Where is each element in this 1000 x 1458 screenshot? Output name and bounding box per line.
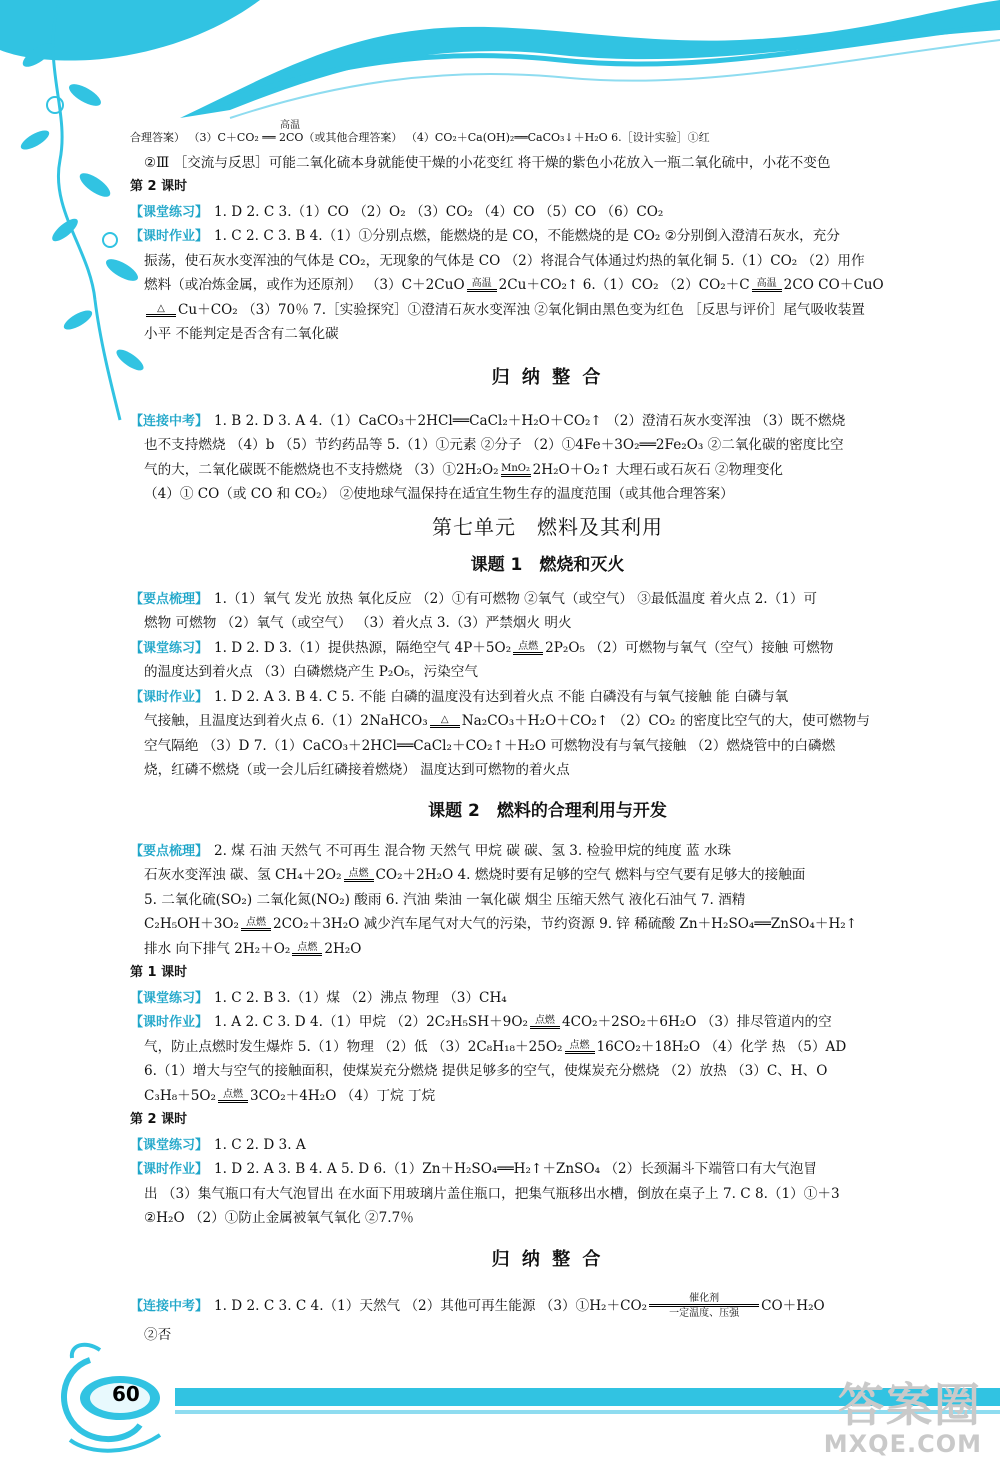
section-heading: 归 纳 整 合 — [491, 366, 604, 388]
reaction-condition: 高温 — [280, 120, 300, 131]
reaction-arrow: 点燃 — [292, 943, 322, 956]
reaction-arrow: 点燃 — [241, 918, 271, 931]
lesson-heading: 第 2 课时 — [130, 1112, 188, 1127]
text-line: 1. B 2. D 3. A 4.（1）CaCO₃＋2HCl══CaCl₂＋H₂O＋CO₂↑ （2）澄清石灰水变浑浊 （3）既不燃烧 — [214, 412, 846, 429]
section-heading: 归 纳 整 合 — [491, 1248, 604, 1270]
text-line: 1. D 2. A 3. B 4. C 5. 不能 白磷的温度没有达到着火点 不能 白磷没有与氧气接触 能 白磷与氧 — [214, 688, 789, 705]
reaction-arrow: 高温 — [752, 279, 782, 292]
text-line: 1. C 2. B 3.（1）煤 （2）沸点 物理 （3）CH₄ — [214, 989, 507, 1006]
text-line: 1. C 2. D 3. A — [214, 1136, 306, 1153]
text-line: 1. D 2. A 3. B 4. A 5. D 6.（1）Zn＋H₂SO₄══H₂↑＋ZnSO₄ （2）长颈漏斗下端管口有大气泡冒 — [214, 1161, 817, 1177]
section-tag: 【课时作业】 — [130, 1162, 209, 1177]
watermark-logo-text: 答案圈 — [838, 1378, 982, 1432]
reaction-arrow: MnO₂ — [501, 464, 531, 477]
reaction-arrow: 点燃 — [344, 869, 374, 882]
section-tag: 【课堂练习】 — [130, 204, 209, 220]
unit-heading: 第七单元 燃料及其利用 — [432, 514, 663, 539]
text-line: （4）① CO（或 CO 和 CO₂） ②使地球气温保持在适宜生物生存的温度范围（或其他合理答案） — [144, 486, 734, 502]
lesson-heading: 第 2 课时 — [130, 179, 188, 194]
page-number: 60 — [112, 1382, 140, 1406]
text-line: 燃料（或冶炼金属，或作为还原剂） （3）C＋2CuO 高温 2Cu＋CO₂↑ 6.（1）CO₂ （2）CO₂＋C 高温 2CO CO＋CuO — [144, 277, 884, 293]
text-line: 5. 二氧化硫(SO₂) 二氧化氮(NO₂) 酸雨 6. 汽油 柴油 一氧化碳 烟尘 压缩天然气 液化石油气 7. 酒精 — [144, 891, 746, 908]
text-line: 振荡，使石灰水变浑浊的气体是 CO₂，无现象的气体是 CO （2）将混合气体通过灼热的氧化铜 5.（1）CO₂ （2）用作 — [144, 252, 865, 269]
text-line: 空气隔绝 （3）D 7.（1）CaCO₃＋2HCl══CaCl₂＋CO₂↑＋H₂O 可燃物没有与氧气接触 （2）燃烧管中的白磷燃 — [144, 737, 836, 754]
text-line: 气接触，且温度达到着火点 6.（1）2NaHCO₃ △ Na₂CO₃＋H₂O＋CO₂↑ （2）CO₂ 的密度比空气的大，使可燃物与 — [144, 713, 870, 729]
reaction-arrow: △ — [146, 304, 176, 317]
text-line: 1. D 2. C 3.（1）CO （2）O₂ （3）CO₂ （4）CO （5）CO （6）CO₂ — [214, 203, 664, 220]
text-line: 小平 不能判定是否含有二氧化碳 — [144, 326, 339, 342]
section-tag: 【课时作业】 — [130, 689, 209, 705]
section-tag: 【要点梳理】 — [130, 591, 209, 607]
text-line: 2. 煤 石油 天然气 不可再生 混合物 天然气 甲烷 碳 碳、氢 3. 检验甲烷的纯度 蓝 水珠 — [214, 842, 732, 859]
section-tag: 【要点梳理】 — [130, 843, 209, 859]
text-line: 气，防止点燃时发生爆炸 5.（1）物理 （2）低 （3）2C₈H₁₈＋25O₂ 点燃 16CO₂＋18H₂O （4）化学 热 （5）AD — [144, 1038, 847, 1055]
reaction-arrow: △ — [430, 715, 460, 728]
text-line: 烧，红磷不燃烧（或一会儿后红磷接着燃烧） 温度达到可燃物的着火点 — [144, 762, 570, 778]
text-line: 1.（1）氧气 发光 放热 氧化反应 （2）①有可燃物 ②氧气（或空气） ③最低温度 着火点 2.（1）可 — [214, 590, 818, 607]
section-tag: 【课时作业】 — [130, 229, 209, 244]
text-line: C₃H₈＋5O₂ 点燃 3CO₂＋4H₂O （4）丁烷 丁烷 — [144, 1087, 436, 1104]
text-line: 的温度达到着火点 （3）白磷燃烧产生 P₂O₅，污染空气 — [144, 664, 478, 680]
text-line: ②H₂O （2）①防止金属被氧气氧化 ②7.7％ — [144, 1210, 414, 1226]
text-line: △ Cu＋CO₂ （3）70％ 7.［实验探究］①澄清石灰水变浑浊 ②氧化铜由黑色变为红色 ［反思与评价］尾气吸收装置 — [130, 298, 965, 323]
reaction-arrow: 催化剂 一定温度、压强 — [649, 1294, 759, 1319]
section-tag: 【课时作业】 — [130, 1015, 209, 1030]
text-line: 6.（1）增大与空气的接触面积，使煤炭充分燃烧 提供足够多的空气，使煤炭充分燃烧 （2）放热 （3）C、H、O — [144, 1063, 828, 1079]
topic-heading: 课题 2 燃料的合理利用与开发 — [428, 800, 667, 821]
text-line: 排水 向下排气 2H₂＋O₂ 点燃 2H₂O — [144, 940, 362, 957]
section-tag: 【课堂练习】 — [130, 1137, 209, 1153]
text-line: ②否 — [144, 1326, 172, 1343]
text-line: C₂H₅OH＋3O₂ 点燃 2CO₂＋3H₂O 减少汽车尾气对大气的污染，节约资源 9. 锌 稀硫酸 Zn＋H₂SO₄══ZnSO₄＋H₂↑ — [144, 916, 858, 932]
reaction-arrow: 点燃 — [530, 1016, 560, 1029]
text-line: 也不支持燃烧 （4）b （5）节约药品等 5.（1）①元素 ②分子 （2）①4Fe＋3O₂══2Fe₂O₃ ②二氧化碳的密度比空 — [144, 437, 844, 453]
text-line: 燃物 可燃物 （2）氧气（或空气） （3）着火点 3.（3）严禁烟火 明火 — [144, 615, 572, 631]
text-line: 合理答案） （3）C＋CO₂ ══ 2CO（或其他合理答案） （4）CO₂＋Ca(OH)₂══CaCO₃↓＋H₂O 6.［设计实验］①红 高温 — [130, 126, 965, 151]
text-line: 出 （3）集气瓶口有大气泡冒出 在水面下用玻璃片盖住瓶口，把集气瓶移出水槽，倒放在桌子上 7. C 8.（1）①＋3 — [144, 1185, 840, 1202]
reaction-arrow: 点燃 — [218, 1090, 248, 1103]
text-line: 石灰水变浑浊 碳、氢 CH₄＋2O₂ 点燃 CO₂＋2H₂O 4. 燃烧时要有足够的空气 燃料与空气要有足够大的接触面 — [144, 867, 806, 883]
lesson-heading: 第 1 课时 — [130, 965, 188, 980]
watermark-url: MXQE.COM — [823, 1430, 982, 1458]
answer-content: 合理答案） （3）C＋CO₂ ══ 2CO（或其他合理答案） （4）CO₂＋Ca(OH)₂══CaCO₃↓＋H₂O 6.［设计实验］①红 高温 ②Ⅲ ［交流与反思］可能二氧化硫本身就能使干燥的小花变红 将干燥的紫色小花放入一瓶二氧化硫中，小花不变色 第 2 课时 【课堂练习】 1. D 2. C 3.（1）CO （2）O₂ （3）CO₂ （4）CO （5）CO （6）CO₂ 【课时作业】 1. C 2. C 3. B 4.（1）①分别点燃，能燃烧的是 CO，不能燃烧的是 CO₂ ②分别倒入澄清石灰水，充分 振荡，使石灰水变浑浊的气体是 CO₂，无现象的气体是 CO （2）将混合气体通过灼热的氧化铜 5.（1）CO₂ （2）用作 燃料（或冶炼金属，或作为还原剂） （3）C＋2CuO 高温 2Cu＋CO₂↑ 6.（1）CO₂ （2）CO₂＋C 高温 2CO CO＋CuO △ Cu＋CO₂ （3）70％ 7.［实验探究］①澄清石灰水变浑浊 ②氧化铜由黑色变为红色 ［反思与评价］尾气吸收装置 小平 不能判定是否含有二氧化碳 归 纳 整 合 【连接中考】 1. B 2. D 3. A 4.（1）CaCO₃＋2HCl══CaCl₂＋H₂O＋CO₂↑ （2）澄清石灰水变浑浊 （3）既不燃烧 也不支持燃烧 （4）b （5）节约药品等 5.（1）①元素 ②分子 （2）①4Fe＋3O₂══2Fe₂O₃ ②二氧化碳的密度比空 气的大，二氧化碳既不能燃烧也不支持燃烧 （3）①2H₂O₂ MnO₂ 2H₂O＋O₂↑ 大理石或石灰石 ②物理变化 （4）① CO（或 CO 和 CO₂） ②使地球气温保持在适宜生物生存的温度范围（或其他合理答案） 第七单元 燃料及其利用 课题 1 燃烧和灭火 【要点梳理】 1.（1）氧气 发光 放热 氧化反应 （2）①有可燃物 ②氧气（或空气） ③最低温度 着火点 2.（1）可 燃物 可燃物 （2）氧气（或空气） （3）着火点 3.（3）严禁烟火 明火 【课堂练习】 1. D 2. D 3.（1）提供热源，隔绝空气 4P＋5O₂ 点燃 2P₂O₅ （2）可燃物与氧气（空气）接触 可燃物 的温度达到着火点 （3）白磷燃烧产生 P₂O₅，污染空气 【课时作业】 1. D 2. A 3. B 4. C 5. 不能 白磷的温度没有达到着火点 不能 白磷没有与氧气接触 能 白磷与氧 气接触，且温度达到着火点 6.（1）2NaHCO₃ △ Na₂CO₃＋H₂O＋CO₂↑ （2）CO₂ 的密度比空气的大，使可燃物与 空气隔绝 （3）D 7.（1）CaCO₃＋2HCl══CaCl₂＋CO₂↑＋H₂O 可燃物没有与氧气接触 （2）燃烧管中的白磷燃 烧，红磷不燃烧（或一会儿后红磷接着燃烧） 温度达到可燃物的着火点 课题 2 燃料的合理利用与开发 【要点梳理】 2. 煤 石油 天然气 不可再生 混合物 天然气 甲烷 碳 碳、氢 3. 检验甲烷的纯度 蓝 水珠 石灰水变浑浊 碳、氢 CH₄＋2O₂ 点燃 CO₂＋2H₂O 4. 燃烧时要有足够的空气 燃料与空气要有足够大的接触面 5. 二氧化硫(SO₂) 二氧化氮(NO₂) 酸雨 6. 汽油 柴油 一氧化碳 烟尘 压缩天然气 液化石油气 7. 酒精 C₂H₅OH＋3O₂ 点燃 2CO₂＋3H₂O 减少汽车尾气对大气的污染，节约资源 9. 锌 稀硫酸 Zn＋H₂SO₄══ZnSO₄＋H₂↑ 排水 向下排气 2H₂＋O₂ 点燃 2H₂O 第 1 课时 【课堂练习】 1. C 2. B 3.（1）煤 （2）沸点 物理 （3）CH₄ 【课时作业】 1. A 2. C 3. D 4.（1）甲烷 （2）2C₂H₅SH＋9O₂ 点燃 4CO₂＋2SO₂＋6H₂O （3）排尽管道内的空 气，防止点燃时发生爆炸 5.（1）物理 （2）低 （3）2C₈H₁₈＋25O₂ 点燃 16CO₂＋18H₂O （4）化学 热 （5）AD 6.（1）增大与空气的接触面积，使煤炭充分燃烧 提供足够多的空气，使煤炭充分燃烧 （2）放热 （3）C、H、O C₃H₈＋5O₂ 点燃 3CO₂＋4H₂O （4）丁烷 丁烷 第 2 课时 【课堂练习】 1. C 2. D 3. A 【课时作业】 1. D 2. A 3. B 4. A 5. D 6.（1）Zn＋H₂SO₄══H₂↑＋ZnSO₄ （2）长颈漏斗下端管口有大气泡冒 出 （3）集气瓶口有大气泡冒出 在水面下用玻璃片盖住瓶口，把集气瓶移出水槽，倒放在桌子上 7. C 8.（1）①＋3 ②H₂O （2）①防止金属被氧气氧化 ②7.7％ 归 纳 整 合 【连接中考】 1. D 2. C 3. C 4.（1）天然气 （2）其他可再生能源 （3）①H₂＋CO₂ 催化剂 一定温度、压强 CO＋H₂O ②否 — [130, 126, 965, 1347]
section-tag: 【连接中考】 — [130, 413, 209, 429]
text-line: 1. C 2. C 3. B 4.（1）①分别点燃，能燃烧的是 CO，不能燃烧的是 CO₂ ②分别倒入澄清石灰水，充分 — [214, 228, 840, 244]
reaction-arrow: 点燃 — [565, 1041, 595, 1054]
reaction-arrow: 点燃 — [513, 642, 543, 655]
section-tag: 【课堂练习】 — [130, 990, 209, 1006]
reaction-arrow: 高温 — [467, 279, 497, 292]
text-line: ②Ⅲ ［交流与反思］可能二氧化硫本身就能使干燥的小花变红 将干燥的紫色小花放入一瓶二氧化硫中，小花不变色 — [144, 154, 831, 171]
text-line: 气的大，二氧化碳既不能燃烧也不支持燃烧 （3）①2H₂O₂ MnO₂ 2H₂O＋O₂↑ 大理石或石灰石 ②物理变化 — [144, 461, 784, 478]
section-tag: 【课堂练习】 — [130, 640, 209, 656]
topic-heading: 课题 1 燃烧和灭火 — [470, 554, 625, 575]
section-tag: 【连接中考】 — [130, 1298, 209, 1314]
watermark — [824, 1380, 982, 1458]
